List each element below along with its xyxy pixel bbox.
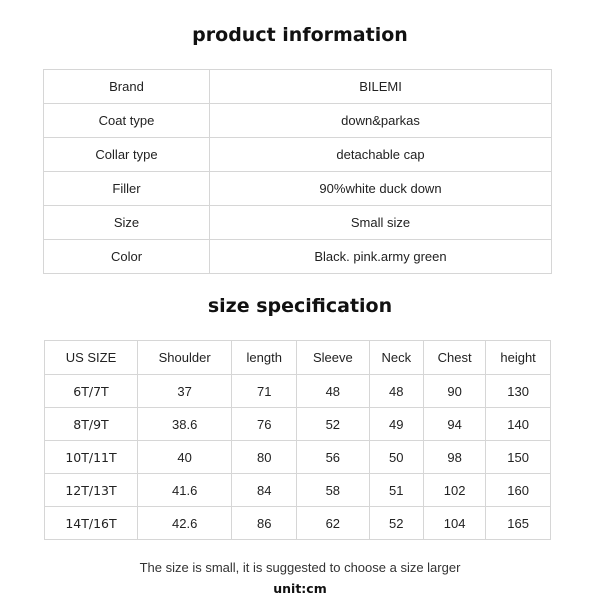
- info-label: Size: [44, 206, 210, 240]
- size-specification-table: [44, 340, 551, 540]
- column-header-sleeve: Sleeve: [297, 341, 369, 375]
- column-header-height: height: [486, 341, 551, 375]
- neck-cell: 52: [369, 507, 423, 540]
- product-information-title: product information: [192, 24, 408, 46]
- size-cell: 14T/16T: [45, 507, 138, 540]
- info-label: Color: [44, 240, 210, 274]
- table-row: [44, 70, 552, 104]
- shoulder-cell: 38.6: [138, 408, 232, 441]
- chest-cell: 102: [424, 474, 486, 507]
- column-header-length: length: [232, 341, 297, 375]
- info-value: down&parkas: [210, 104, 552, 138]
- table-row: [44, 104, 552, 138]
- shoulder-cell: 42.6: [138, 507, 232, 540]
- length-cell: 86: [232, 507, 297, 540]
- table-row: [45, 441, 551, 474]
- chest-cell: 104: [424, 507, 486, 540]
- unit-label: unit:cm: [273, 581, 327, 596]
- sleeve-cell: 48: [297, 375, 369, 408]
- chest-cell: 94: [424, 408, 486, 441]
- sleeve-cell: 62: [297, 507, 369, 540]
- shoulder-cell: 37: [138, 375, 232, 408]
- length-cell: 84: [232, 474, 297, 507]
- size-advice-note: The size is small, it is suggested to choose a size larger: [139, 560, 461, 575]
- height-cell: 165: [486, 507, 551, 540]
- shoulder-cell: 41.6: [138, 474, 232, 507]
- info-value: BILEMI: [210, 70, 552, 104]
- length-cell: 80: [232, 441, 297, 474]
- info-value: 90%white duck down: [210, 172, 552, 206]
- product-information-table: [43, 69, 552, 274]
- height-cell: 150: [486, 441, 551, 474]
- size-cell: 8T/9T: [45, 408, 138, 441]
- size-cell: 12T/13T: [45, 474, 138, 507]
- info-value: Small size: [210, 206, 552, 240]
- size-cell: 10T/11T: [45, 441, 138, 474]
- info-label: Filler: [44, 172, 210, 206]
- sleeve-cell: 58: [297, 474, 369, 507]
- sleeve-cell: 52: [297, 408, 369, 441]
- table-row: [45, 474, 551, 507]
- table-header-row: [45, 341, 551, 375]
- info-value: detachable cap: [210, 138, 552, 172]
- length-cell: 71: [232, 375, 297, 408]
- shoulder-cell: 40: [138, 441, 232, 474]
- chest-cell: 90: [424, 375, 486, 408]
- neck-cell: 48: [369, 375, 423, 408]
- neck-cell: 50: [369, 441, 423, 474]
- height-cell: 140: [486, 408, 551, 441]
- height-cell: 130: [486, 375, 551, 408]
- info-label: Collar type: [44, 138, 210, 172]
- neck-cell: 49: [369, 408, 423, 441]
- neck-cell: 51: [369, 474, 423, 507]
- size-cell: 6T/7T: [45, 375, 138, 408]
- column-header-neck: Neck: [369, 341, 423, 375]
- column-header-shoulder: Shoulder: [138, 341, 232, 375]
- column-header-us-size: US SIZE: [45, 341, 138, 375]
- info-value: Black. pink.army green: [210, 240, 552, 274]
- info-label: Brand: [44, 70, 210, 104]
- size-specification-title: size specification: [207, 295, 393, 317]
- column-header-chest: Chest: [424, 341, 486, 375]
- table-row: [45, 507, 551, 540]
- table-row: [44, 138, 552, 172]
- table-row: [44, 206, 552, 240]
- table-row: [44, 240, 552, 274]
- length-cell: 76: [232, 408, 297, 441]
- table-row: [45, 408, 551, 441]
- sleeve-cell: 56: [297, 441, 369, 474]
- table-row: [44, 172, 552, 206]
- height-cell: 160: [486, 474, 551, 507]
- info-label: Coat type: [44, 104, 210, 138]
- chest-cell: 98: [424, 441, 486, 474]
- table-row: [45, 375, 551, 408]
